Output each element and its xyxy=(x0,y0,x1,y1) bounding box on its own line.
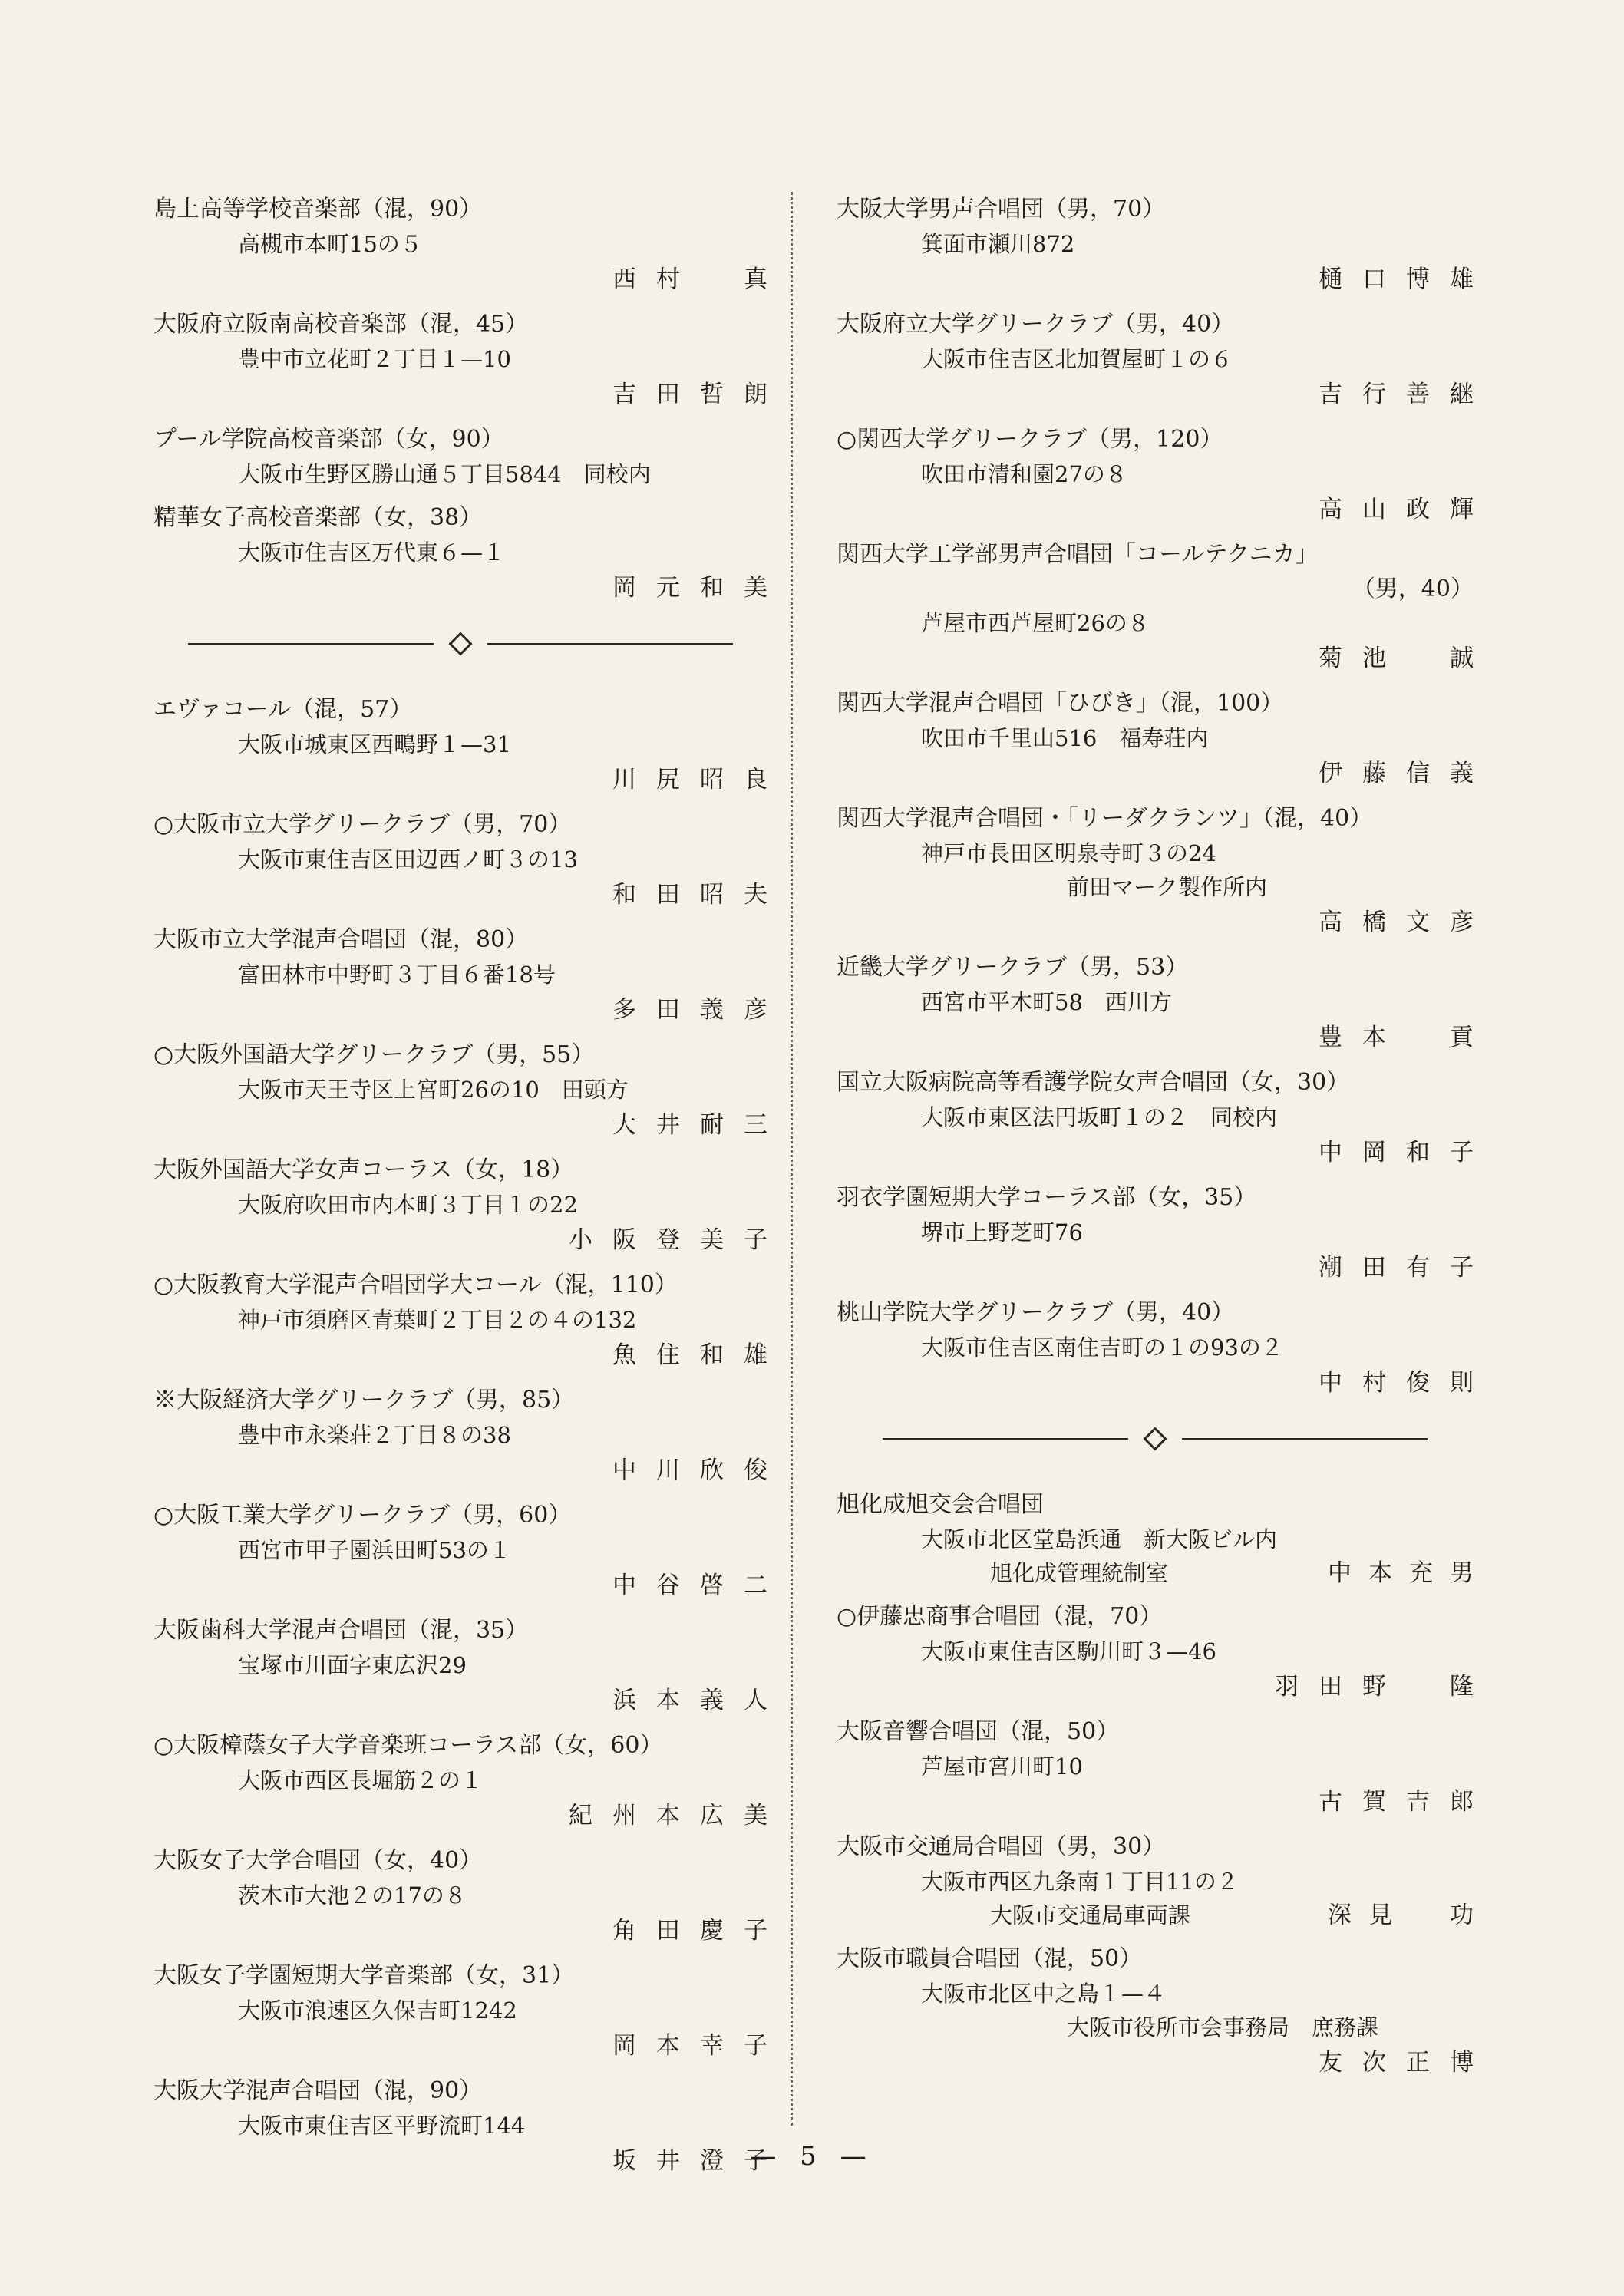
choir-entry xyxy=(837,1941,1494,2081)
choir-entry xyxy=(837,192,1494,298)
choir-name: 大阪大学男声合唱団（男，70） xyxy=(837,196,1166,223)
choir-entry xyxy=(153,922,787,1028)
choir-address: 高槻市本町15の５ xyxy=(238,231,422,257)
choir-address: 大阪市東区法円坂町１の２ 同校内 xyxy=(921,1104,1278,1130)
contact-person: 中谷啓二 xyxy=(612,1572,787,1599)
contact-person: 樋口博雄 xyxy=(1319,266,1494,293)
right-column xyxy=(837,192,1494,2090)
contact-person: 中岡和子 xyxy=(1319,1139,1494,1166)
contact-person: 深見 功 xyxy=(1328,1902,1490,1929)
separator-line xyxy=(487,643,733,645)
choir-address: 大阪市東住吉区駒川町３—46 xyxy=(921,1638,1216,1664)
choir-name: 近畿大学グリークラブ（男，53） xyxy=(837,954,1189,981)
choir-entry xyxy=(153,1498,787,1604)
choir-name: 島上高等学校音楽部（混，90） xyxy=(153,196,483,223)
contact-person: 吉田哲朗 xyxy=(612,381,787,408)
choir-address: 堺市上野芝町76 xyxy=(921,1219,1083,1245)
choir-name: 旭化成旭交会合唱団 xyxy=(837,1491,1044,1518)
choir-address: 大阪市東住吉区平野流町144 xyxy=(238,2113,526,2139)
choir-address: 大阪市生野区勝山通５丁目5844 同校内 xyxy=(238,461,651,487)
contact-person: 羽田野 隆 xyxy=(1275,1673,1494,1701)
choir-entry xyxy=(153,1268,787,1374)
choir-office: 大阪市役所市会事務局 庶務課 xyxy=(1067,2014,1379,2040)
choir-address: 茨木市大池２の17の８ xyxy=(238,1882,467,1908)
choir-address: 富田林市中野町３丁目６番18号 xyxy=(238,962,556,988)
contact-person: 多田義彦 xyxy=(612,996,787,1024)
choir-entry xyxy=(153,1958,787,2064)
choir-entry xyxy=(153,807,787,913)
choir-office: 大阪市交通局車両課 xyxy=(990,1902,1191,1928)
choir-name: 大阪大学混声合唱団（混，90） xyxy=(153,2077,483,2104)
choir-name: ※大阪経済大学グリークラブ（男，85） xyxy=(153,1387,575,1414)
choir-address: 宝塚市川面字東広沢29 xyxy=(238,1652,467,1678)
choir-name: プール学院高校音楽部（女，90） xyxy=(153,426,504,453)
separator-line xyxy=(188,643,434,645)
choir-name: 大阪女子大学合唱団（女，40） xyxy=(153,1847,483,1874)
contact-person: 大井耐三 xyxy=(612,1111,787,1139)
separator-line xyxy=(883,1438,1128,1440)
section-separator xyxy=(153,635,767,652)
choir-address: 大阪市北区中之島１—４ xyxy=(921,1981,1167,2007)
choir-address: 大阪市西区九条南１丁目11の２ xyxy=(921,1869,1239,1895)
choir-entry xyxy=(837,1714,1494,1820)
column-divider xyxy=(791,192,793,2126)
contact-person: 友次正博 xyxy=(1319,2049,1494,2077)
contact-row xyxy=(990,1898,1490,1932)
contact-person: 角田慶子 xyxy=(612,1917,787,1945)
choir-name: 大阪歯科大学混声合唱団（混，35） xyxy=(153,1617,529,1644)
choir-address: 大阪市住吉区南住吉町の１の93の２ xyxy=(921,1334,1283,1361)
choir-address: 芦屋市西芦屋町26の８ xyxy=(921,610,1150,636)
contact-person: 豊本 貢 xyxy=(1319,1024,1494,1051)
contact-person: 伊藤信義 xyxy=(1319,760,1494,787)
choir-name: 大阪女子学園短期大学音楽部（女，31） xyxy=(153,1962,575,1989)
page-number: — 5 — xyxy=(750,2141,874,2172)
choir-address: 神戸市須磨区青葉町２丁目２の４の132 xyxy=(238,1307,637,1333)
contact-person: 高山政輝 xyxy=(1319,496,1494,523)
choir-entry xyxy=(153,1037,787,1143)
choir-entry xyxy=(837,1599,1494,1705)
choir-address: 芦屋市宮川町10 xyxy=(921,1753,1083,1780)
contact-person: 岡本幸子 xyxy=(612,2032,787,2060)
contact-person: 高橋文彦 xyxy=(1319,909,1494,936)
choir-entry xyxy=(837,537,1494,677)
diamond-icon xyxy=(1143,1427,1167,1450)
choir-name: 大阪音響合唱団（混，50） xyxy=(837,1718,1120,1745)
contact-person: 西村 真 xyxy=(612,266,787,293)
choir-name: ○大阪工業大学グリークラブ（男，60） xyxy=(153,1502,572,1529)
choir-entry xyxy=(153,500,787,606)
contact-person: 菊池 誠 xyxy=(1319,645,1494,672)
choir-name: 大阪外国語大学女声コーラス（女，18） xyxy=(153,1156,574,1183)
choir-address: 大阪市住吉区北加賀屋町１の６ xyxy=(921,346,1233,372)
choir-address: 大阪市浪速区久保吉町1242 xyxy=(238,1997,517,2024)
choir-entry xyxy=(837,950,1494,1056)
contact-person: 魚住和雄 xyxy=(612,1341,787,1369)
choir-address: 吹田市清和園27の８ xyxy=(921,461,1127,487)
choir-address: 豊中市永楽荘２丁目８の38 xyxy=(238,1422,511,1448)
section-separator xyxy=(837,1430,1474,1447)
choir-entry xyxy=(837,422,1494,528)
choir-name: エヴァコール（混，57） xyxy=(153,696,413,723)
contact-person: 古賀吉郎 xyxy=(1319,1788,1494,1816)
contact-person: 坂井澄子 xyxy=(612,2147,787,2175)
choir-entry xyxy=(837,1829,1490,1932)
choir-address: 西宮市平木町58 西川方 xyxy=(921,989,1172,1015)
choir-name: 桃山学院大学グリークラブ（男，40） xyxy=(837,1299,1235,1326)
choir-office: 旭化成管理統制室 xyxy=(990,1560,1169,1586)
choir-office: 前田マーク製作所内 xyxy=(1067,874,1268,900)
choir-name: 大阪市交通局合唱団（男，30） xyxy=(837,1833,1166,1860)
choir-entry xyxy=(837,1487,1490,1590)
choir-name: 精華女子高校音楽部（女，38） xyxy=(153,504,483,531)
choir-name: 大阪府立阪南高校音楽部（混，45） xyxy=(153,311,529,338)
choir-entry xyxy=(153,1153,787,1259)
choir-name: 関西大学工学部男声合唱団「コールテクニカ」 xyxy=(837,541,1319,568)
contact-person: 岡元和美 xyxy=(612,574,787,602)
left-column xyxy=(153,192,787,2189)
separator-line xyxy=(1182,1438,1428,1440)
choir-entry xyxy=(837,307,1494,413)
contact-person: 川尻昭良 xyxy=(612,766,787,793)
contact-person: 中本充男 xyxy=(1328,1559,1490,1587)
contact-person: 浜本義人 xyxy=(612,1687,787,1714)
choir-name: ○大阪教育大学混声合唱団学大コール（混，110） xyxy=(153,1272,678,1298)
contact-person: 潮田有子 xyxy=(1319,1254,1494,1282)
choir-address: 箕面市瀬川872 xyxy=(921,231,1075,257)
choir-address: 西宮市甲子園浜田町53の１ xyxy=(238,1537,511,1563)
choir-address: 吹田市千里山516 福寿荘内 xyxy=(921,725,1209,751)
choir-detail: （男，40） xyxy=(1352,576,1474,602)
contact-person: 中村俊則 xyxy=(1319,1369,1494,1397)
choir-entry xyxy=(153,307,787,413)
choir-name: 関西大学混声合唱団「ひびき」（混，100） xyxy=(837,690,1284,717)
choir-entry xyxy=(153,1843,787,1949)
contact-person: 紀州本広美 xyxy=(569,1802,787,1829)
choir-entry xyxy=(837,686,1494,792)
choir-entry xyxy=(153,1383,787,1489)
choir-entry xyxy=(837,1295,1494,1401)
choir-entry xyxy=(837,1065,1494,1171)
choir-name: 大阪府立大学グリークラブ（男，40） xyxy=(837,311,1235,338)
choir-entry xyxy=(153,192,787,298)
choir-address: 大阪市東住吉区田辺西ノ町３の13 xyxy=(238,846,578,873)
choir-address: 大阪府吹田市内本町３丁目１の22 xyxy=(238,1192,578,1218)
choir-name: 関西大学混声合唱団・「リーダクランツ」（混，40） xyxy=(837,805,1373,832)
contact-person: 吉行善継 xyxy=(1319,381,1494,408)
choir-name: ○関西大学グリークラブ（男，120） xyxy=(837,426,1223,453)
choir-address: 大阪市西区長堀筋２の１ xyxy=(238,1767,484,1793)
choir-entry xyxy=(837,801,1494,941)
choir-name: 羽衣学園短期大学コーラス部（女，35） xyxy=(837,1184,1257,1211)
choir-name: ○大阪外国語大学グリークラブ（男，55） xyxy=(153,1041,595,1068)
choir-name: ○大阪市立大学グリークラブ（男，70） xyxy=(153,811,572,838)
choir-name: 国立大阪病院高等看護学院女声合唱団（女，30） xyxy=(837,1069,1350,1096)
choir-address: 大阪市北区堂島浜通 新大阪ビル内 xyxy=(921,1526,1278,1552)
choir-address: 大阪市住吉区万代東６—１ xyxy=(238,539,506,566)
choir-address: 神戸市長田区明泉寺町３の24 xyxy=(921,840,1216,866)
choir-entry xyxy=(153,692,787,798)
diamond-icon xyxy=(448,632,472,655)
choir-address: 大阪市天王寺区上宮町26の10 田頭方 xyxy=(238,1077,629,1103)
choir-entry xyxy=(153,1613,787,1719)
choir-name: 大阪市職員合唱団（混，50） xyxy=(837,1945,1143,1972)
choir-entry xyxy=(153,422,767,491)
contact-person: 中川欣俊 xyxy=(612,1456,787,1484)
choir-entry xyxy=(837,1180,1494,1286)
contact-row xyxy=(990,1556,1490,1590)
choir-address: 大阪市城東区西鴫野１—31 xyxy=(238,731,511,757)
choir-name: ○伊藤忠商事合唱団（混，70） xyxy=(837,1603,1163,1630)
choir-entry xyxy=(153,1728,787,1834)
choir-name: 大阪市立大学混声合唱団（混，80） xyxy=(153,926,529,953)
choir-address: 豊中市立花町２丁目１—10 xyxy=(238,346,511,372)
contact-person: 小阪登美子 xyxy=(569,1226,787,1254)
contact-person: 和田昭夫 xyxy=(612,881,787,909)
choir-name: ○大阪樟蔭女子大学音楽班コーラス部（女，60） xyxy=(153,1732,663,1759)
